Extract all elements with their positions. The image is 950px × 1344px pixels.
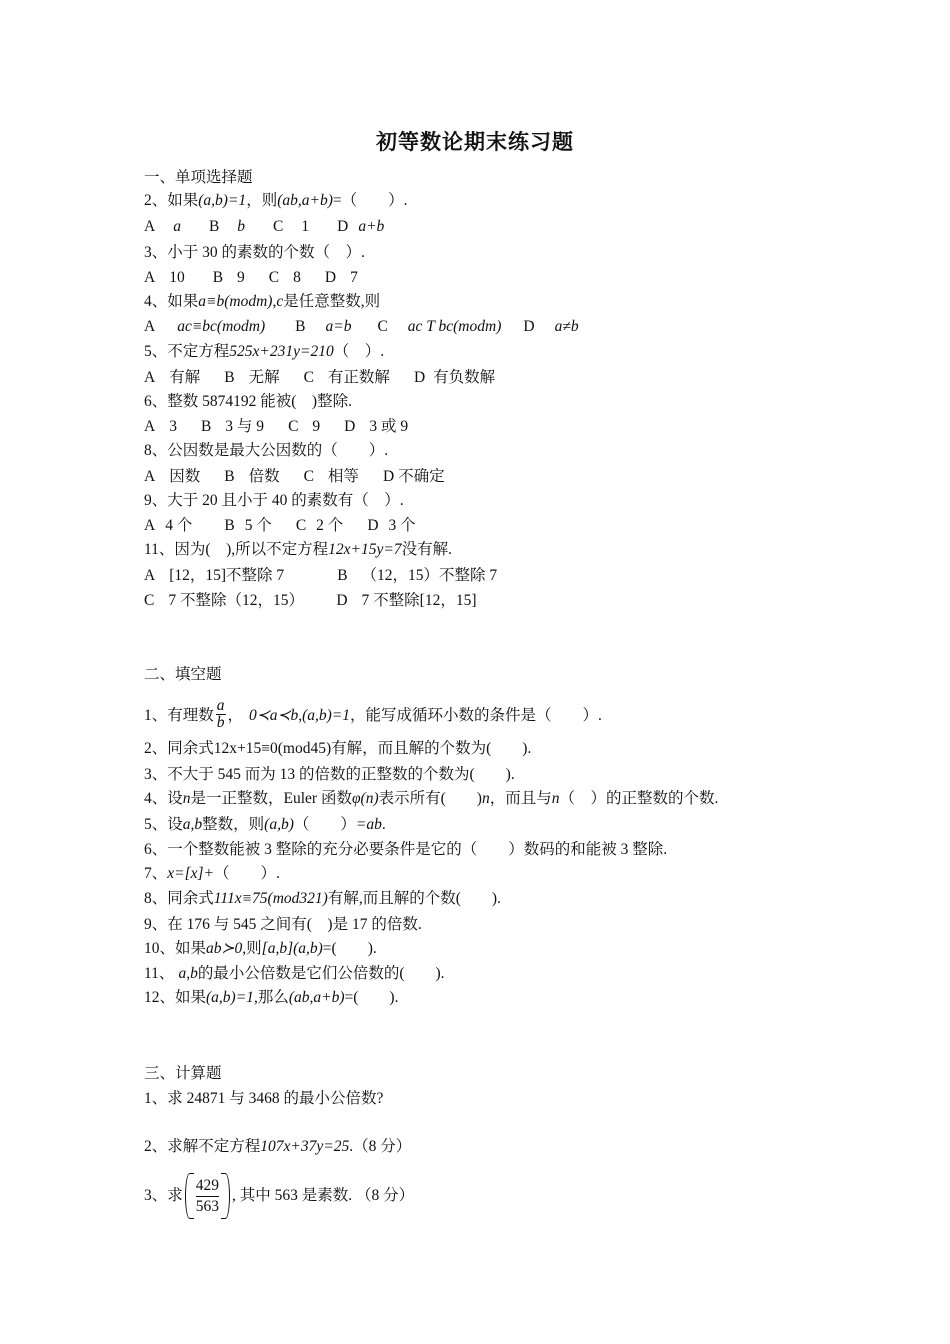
question-5-options: A 有解 B 无解 C 有正数解 D 有负数解 (144, 369, 496, 386)
fraction-a-over-b: $\frac{a}{b}$ (216, 697, 225, 731)
question-2: 2、如果(a,b)=1，则(ab,a+b)=（ ）. (144, 192, 408, 209)
question-5: 5、不定方程525x+231y=210（ ）. (144, 343, 385, 360)
question-11-options-ab: A [12，15]不整除 7 B （12，15）不整除 7 (144, 567, 498, 584)
section-heading-compute: 三、计算题 (144, 1065, 222, 1082)
fill-11: 11、 a,b的最小公倍数是它们公倍数的( ). (144, 965, 445, 982)
question-9: 9、大于 20 且小于 40 的素数有（ ）. (144, 492, 404, 509)
question-8-options: A 因数 B 倍数 C 相等 D 不确定 (144, 468, 445, 485)
fill-7: 7、x=[x]+（ ）. (144, 865, 280, 882)
fill-1: 1、有理数 $\frac{a}{b}$ ， 0≺a≺b,(a,b)=1，能写成循环小数的条件是（ ）. (144, 697, 602, 731)
section-heading-fill: 二、填空题 (144, 666, 222, 683)
fill-10: 10、如果ab≻0,则[a,b](a,b)=( ). (144, 940, 377, 957)
question-9-options: A 4 个 B 5 个 C 2 个 D 3 个 (144, 517, 416, 534)
compute-1: 1、求 24871 与 3468 的最小公倍数? (144, 1090, 384, 1107)
compute-3: 3、求 $\frac{429}{563}$ , 其中 563 是素数. （8 分） (144, 1170, 414, 1222)
legendre-symbol: $\frac{429}{563}$ (185, 1173, 230, 1219)
fill-5: 5、设a,b整数，则(a,b)（ ）=ab. (144, 816, 386, 833)
question-4: 4、如果a≡b(modm),c是任意整数,则 (144, 293, 381, 310)
fill-2: 2、同余式12x+15≡0(mod45)有解，而且解的个数为( ). (144, 740, 532, 757)
question-8: 8、公因数是最大公因数的（ ）. (144, 442, 389, 459)
fill-4: 4、设n是一正整数，Euler 函数φ(n)表示所有( )n，而且与n（ ）的正整数的个数. (144, 790, 719, 807)
fill-6: 6、一个整数能被 3 整除的充分必要条件是它的（ ）数码的和能被 3 整除. (144, 841, 668, 858)
compute-2: 2、求解不定方程107x+37y=25.（8 分） (144, 1138, 412, 1155)
question-6: 6、整数 5874192 能被( )整除. (144, 393, 352, 410)
fill-8: 8、同余式111x≡75(mod321)有解,而且解的个数( ). (144, 890, 501, 907)
question-2-options: A a B b C 1 D a+b (144, 218, 385, 235)
question-11: 11、因为( ),所以不定方程12x+15y=7没有解. (144, 541, 452, 558)
question-4-options: A ac≡bc(modm) B a=b C ac T bc(modm) D a≠b (144, 318, 579, 335)
section-heading-choice: 一、单项选择题 (144, 169, 253, 186)
page-title: 初等数论期末练习题 (376, 130, 574, 154)
fill-12: 12、如果(a,b)=1,那么(ab,a+b)=( ). (144, 989, 399, 1006)
question-3-options: A 10 B 9 C 8 D 7 (144, 269, 358, 286)
question-6-options: A 3 B 3 与 9 C 9 D 3 或 9 (144, 418, 409, 435)
question-11-options-cd: C 7 不整除（12，15） D 7 不整除[12，15] (144, 592, 477, 609)
fill-3: 3、不大于 545 而为 13 的倍数的正整数的个数为( ). (144, 766, 515, 783)
fill-9: 9、在 176 与 545 之间有( )是 17 的倍数. (144, 916, 422, 933)
question-3: 3、小于 30 的素数的个数（ ）. (144, 244, 365, 261)
